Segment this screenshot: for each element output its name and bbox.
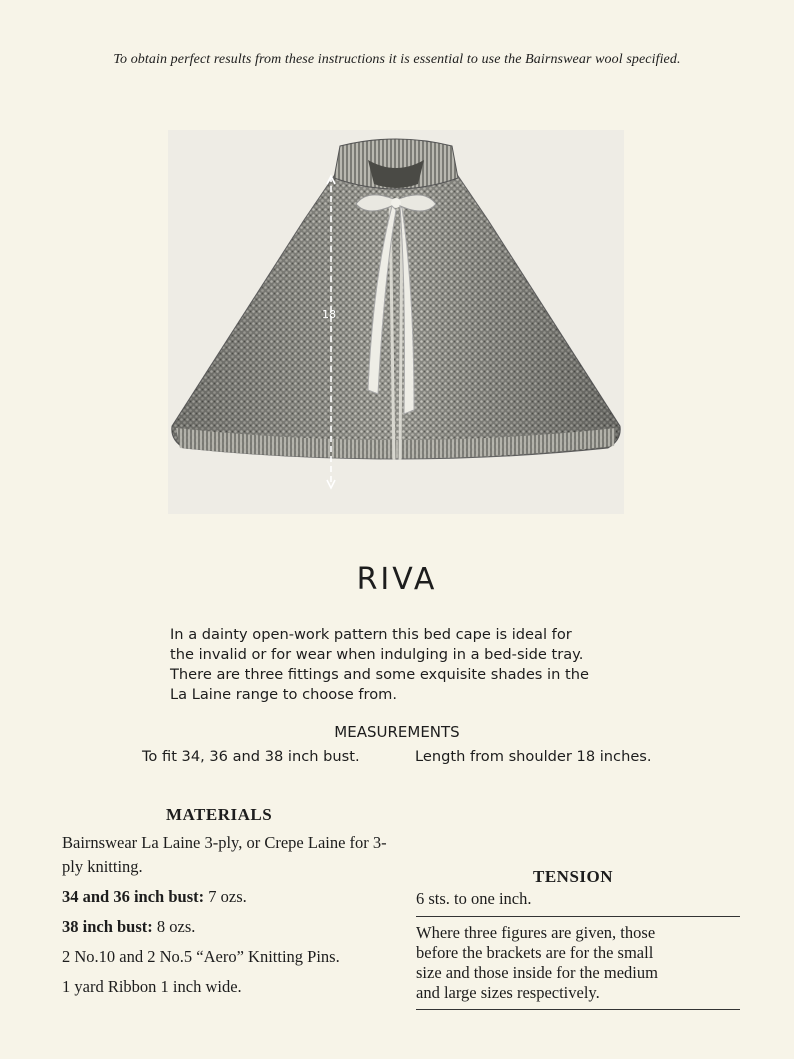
tension-note [416,923,740,1003]
tension-note-line: Where three figures are given, those [416,923,656,942]
materials-wool: Bairnswear La Laine 3-ply, or Crepe Laine for 3-ply knitting. [62,833,387,876]
intro-line: In a dainty open-work pattern this bed cape is ideal for [170,626,572,643]
intro-text [170,625,640,705]
materials-size1 [62,885,402,909]
intro-line: There are three fittings and some exquisite shades in the [170,666,589,683]
pattern-title: RIVA [356,562,438,597]
materials-size2 [62,915,402,939]
tension-note-line: size and those inside for the medium [416,963,658,982]
measurements-fit: To fit 34, 36 and 38 inch bust. [142,748,360,765]
materials-heading: MATERIALS [166,805,273,824]
materials-size1-label: 34 and 36 inch bust: [62,887,205,906]
tension-section [416,866,740,1016]
cape-illustration [168,130,624,514]
tension-rule-top [416,916,740,917]
tension-rule-bottom [416,1009,740,1010]
materials-size2-label: 38 inch bust: [62,917,153,936]
intro-line: La Laine range to choose from. [170,686,398,703]
materials-size1-value: 7 ozs. [208,887,247,906]
length-label: 18 [322,308,336,321]
intro-line: the invalid or for wear when indulging in a bed-side tray. [170,646,584,663]
materials-size2-value: 8 ozs. [156,917,196,936]
materials-pins: 2 No.10 and 2 No.5 “Aero” Knitting Pins. [62,947,340,966]
cape-photo [168,130,624,514]
measurements-heading: MEASUREMENTS [334,723,460,741]
measurements-length: Length from shoulder 18 inches. [415,748,652,765]
materials-section [62,803,402,1005]
tension-heading: TENSION [533,867,614,886]
materials-ribbon: 1 yard Ribbon 1 inch wide. [62,977,242,996]
tension-note-line: and large sizes respectively. [416,983,600,1002]
wool-notice: To obtain perfect results from these instructions it is essential to use the Bairnswear wool specified. [113,52,681,67]
tension-value: 6 sts. to one inch. [416,889,532,908]
tension-note-line: before the brackets are for the small [416,943,654,962]
